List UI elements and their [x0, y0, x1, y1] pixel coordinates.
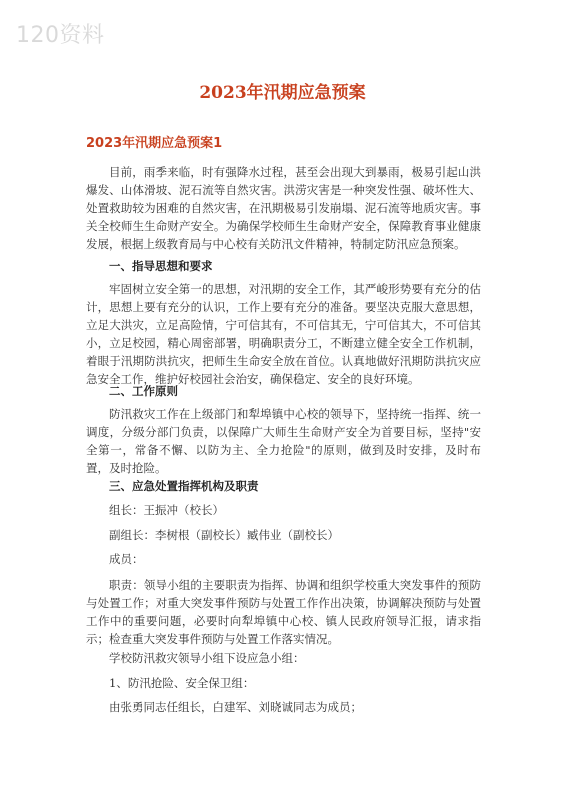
intro-paragraph: 目前，雨季来临，时有强降水过程，甚至会出现大到暴雨，极易引起山洪爆发、山体滑坡、泥石流等自然灾害。洪涝灾害是一种突发性强、破坏性大、处置救助较为困难的自然灾害，在汛期极易引发崩塌、泥石流等地质灾害。事关全校师生生命财产安全。为确保学校师生生命财产安全，保障教育事业健康发展，根据上级教育局与中心校有关防汛文件精神，特制定防汛应急预案。: [86, 165, 481, 251]
group-1-title: 1、防汛抢险、安全保卫组：: [109, 676, 255, 690]
heading-work-principles: 二、工作原则: [109, 384, 178, 398]
heading-command-structure: 三、应急处置指挥机构及职责: [109, 479, 259, 493]
leader-line: 组长：王振冲（校长）: [109, 503, 224, 517]
paragraph-work-principles: 防汛救灾工作在上级部门和犁埠镇中心校的领导下，坚持统一指挥、统一调度，分级分部门负责，以保障广大师生生命财产安全为首要目标，坚持"安全第一，常备不懈、以防为主、全力抢险"的原则，做到及时安排，及时布置，及时抢险。: [86, 407, 481, 475]
heading-guiding-ideology: 一、指导思想和要求: [109, 259, 213, 273]
emergency-groups-line: 学校防汛救灾领导小组下设应急小组：: [109, 651, 305, 665]
duties-paragraph: 职责：领导小组的主要职责为指挥、协调和组织学校重大突发事件的预防与处置工作；对重大突发事件预防与处置工作作出决策，协调解决预防与处置工作中的重要问题，必要时向犁埠镇中心校、镇人民政府领导汇报，请求指示；检查重大突发事件预防与处置工作落实情况。: [86, 578, 481, 646]
group-1-members: 由张勇同志任组长，白建军、刘晓诚同志为成员；: [109, 700, 362, 714]
paragraph-guiding-ideology: 牢固树立安全第一的思想，对汛期的安全工作，其严峻形势要有充分的估计，思想上要有充分的认识，工作上要有充分的准备。要坚决克服大意思想，立足大洪灾，立足高险情，宁可信其有，不可信其无，宁可信其大，不可信其小，立足校园，精心周密部署，明确职责分工，不断建立健全安全工作机制，着眼于汛期防洪抗灾，把师生生命安全放在首位。认真地做好汛期防洪抗灾应急安全工作，维护好校园社会治安，确保稳定、安全的良好环境。: [86, 282, 481, 386]
watermark: 120资料: [16, 23, 105, 48]
members-line: 成员：: [109, 552, 144, 566]
document-title: 2023年汛期应急预案: [199, 83, 366, 103]
section-title: 2023年汛期应急预案1: [86, 136, 223, 151]
deputy-leader-line: 副组长：李树根（副校长）臧伟业（副校长）: [109, 528, 339, 542]
